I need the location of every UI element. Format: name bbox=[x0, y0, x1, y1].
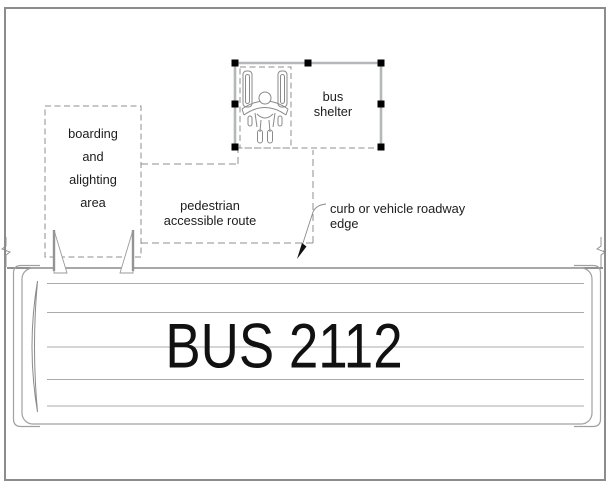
break-mark-right bbox=[597, 237, 605, 267]
bus-shelter-label: bus shelter bbox=[313, 89, 353, 119]
bus-rear-bumper bbox=[574, 266, 601, 427]
pedestrian-route-outline bbox=[141, 150, 313, 243]
bus-doors-open bbox=[54, 230, 133, 273]
curb-line bbox=[2, 237, 606, 268]
wheelchair-icon bbox=[242, 71, 288, 143]
curb-leader-arrow bbox=[297, 204, 326, 259]
bus-id-label: BUS 2112 bbox=[165, 311, 403, 382]
pedestrian-route-label: pedestrian accessible route bbox=[163, 198, 257, 228]
bus-windshield bbox=[32, 281, 38, 412]
boarding-area-label: boarding and alighting area bbox=[68, 126, 118, 210]
curb-edge-label: curb or vehicle roadway edge bbox=[330, 201, 466, 231]
drawing-frame bbox=[5, 8, 605, 480]
